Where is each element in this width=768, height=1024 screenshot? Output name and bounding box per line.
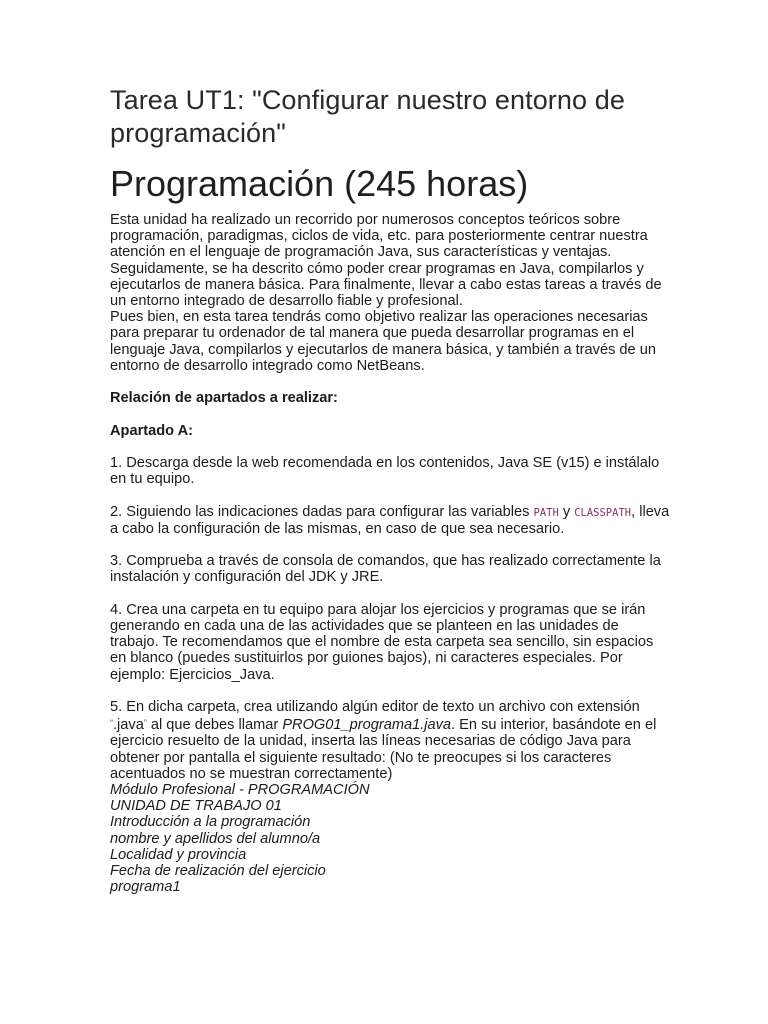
output-line: Localidad y provincia <box>110 846 247 863</box>
step-2 <box>110 504 670 537</box>
output-line: nombre y apellidos del alumno/a <box>110 830 321 847</box>
path-variable: PATH <box>533 506 559 519</box>
close-quote: ” <box>143 718 147 729</box>
step-1: 1. Descarga desde la web recomendada en los contenidos, Java SE (v15) e instálalo en tu equipo. <box>110 455 660 488</box>
step-4: 4. Crea una carpeta en tu equipo para alojar los ejercicios y programas que se irán generando en cada una de las actividades que se planteen en las unidades de trabajo. Te recomendamos que el nombre de esta carpeta sea sencillo, sin espacios en blanco (puedes sustituirlos por guiones bajos), ni caracteres especiales. Por ejemplo: Ejercicios_Java. <box>110 601 654 683</box>
step-5 <box>110 699 670 782</box>
classpath-variable: CLASSPATH <box>574 506 632 519</box>
step-5-pre: 5. En dicha carpeta, crea utilizando algún editor de texto un archivo con extensión <box>110 698 640 715</box>
step-2-mid: y <box>558 503 575 520</box>
step-2-post: , lleva a cabo la configuración de las mismas, en caso de que sea necesario. <box>110 503 670 537</box>
apartado-label: Apartado A: <box>110 422 193 439</box>
intro-paragraph-2: Pues bien, en esta tarea tendrás como objetivo realizar las operaciones necesarias para preparar tu ordenador de tal manera que pueda desarrollar programas en el lenguaje Java, compilarlos y ejecutarlos de manera básica, y también a través de un entorno de desarrollo integrado como NetBeans. <box>110 309 656 374</box>
step-3: 3. Comprueba a través de consola de comandos, que has realizado correctamente la instalación y configuración del JDK y JRE. <box>110 553 661 586</box>
course-heading: Programación (245 horas) <box>110 163 529 204</box>
step-5-post: . En su interior, basándote en el ejercicio resuelto de la unidad, inserta las líneas necesarias de código Java para obtener por pantalla el siguiente resultado: (No te preocupes si los caracteres acentuados no se muestran correctamente) <box>110 717 657 782</box>
output-line: UNIDAD DE TRABAJO 01 <box>110 798 282 815</box>
expected-output <box>110 782 670 895</box>
output-line: Módulo Profesional - PROGRAMACIÓN <box>110 782 370 798</box>
section-label: Relación de apartados a realizar: <box>110 390 338 407</box>
java-extension: .java <box>113 717 144 734</box>
output-line: Fecha de realización del ejercicio <box>110 863 326 880</box>
open-quote: “ <box>110 718 113 729</box>
output-line: programa1 <box>110 879 181 896</box>
document-page <box>110 84 670 895</box>
java-filename: PROG01_programa1.java <box>282 717 452 734</box>
intro-paragraph-1: Esta unidad ha realizado un recorrido por numerosos conceptos teóricos sobre programación, paradigmas, ciclos de vida, etc. para posteriormente centrar nuestra atención en el lenguaje de programación Java, sus características y ventajas. Seguidamente, se ha descrito cómo poder crear programas en Java, compilarlos y ejecutarlos de manera básica. Para finalmente, llevar a cabo estas tareas a través de un entorno integrado de desarrollo fiable y profesional. <box>110 212 662 310</box>
document-title: Tarea UT1: "Configurar nuestro entorno de programación" <box>110 85 625 148</box>
output-line: Introducción a la programación <box>110 814 311 831</box>
step-5-mid: al que debes llamar <box>146 717 283 734</box>
step-2-pre: 2. Siguiendo las indicaciones dadas para configurar las variables <box>110 503 534 520</box>
